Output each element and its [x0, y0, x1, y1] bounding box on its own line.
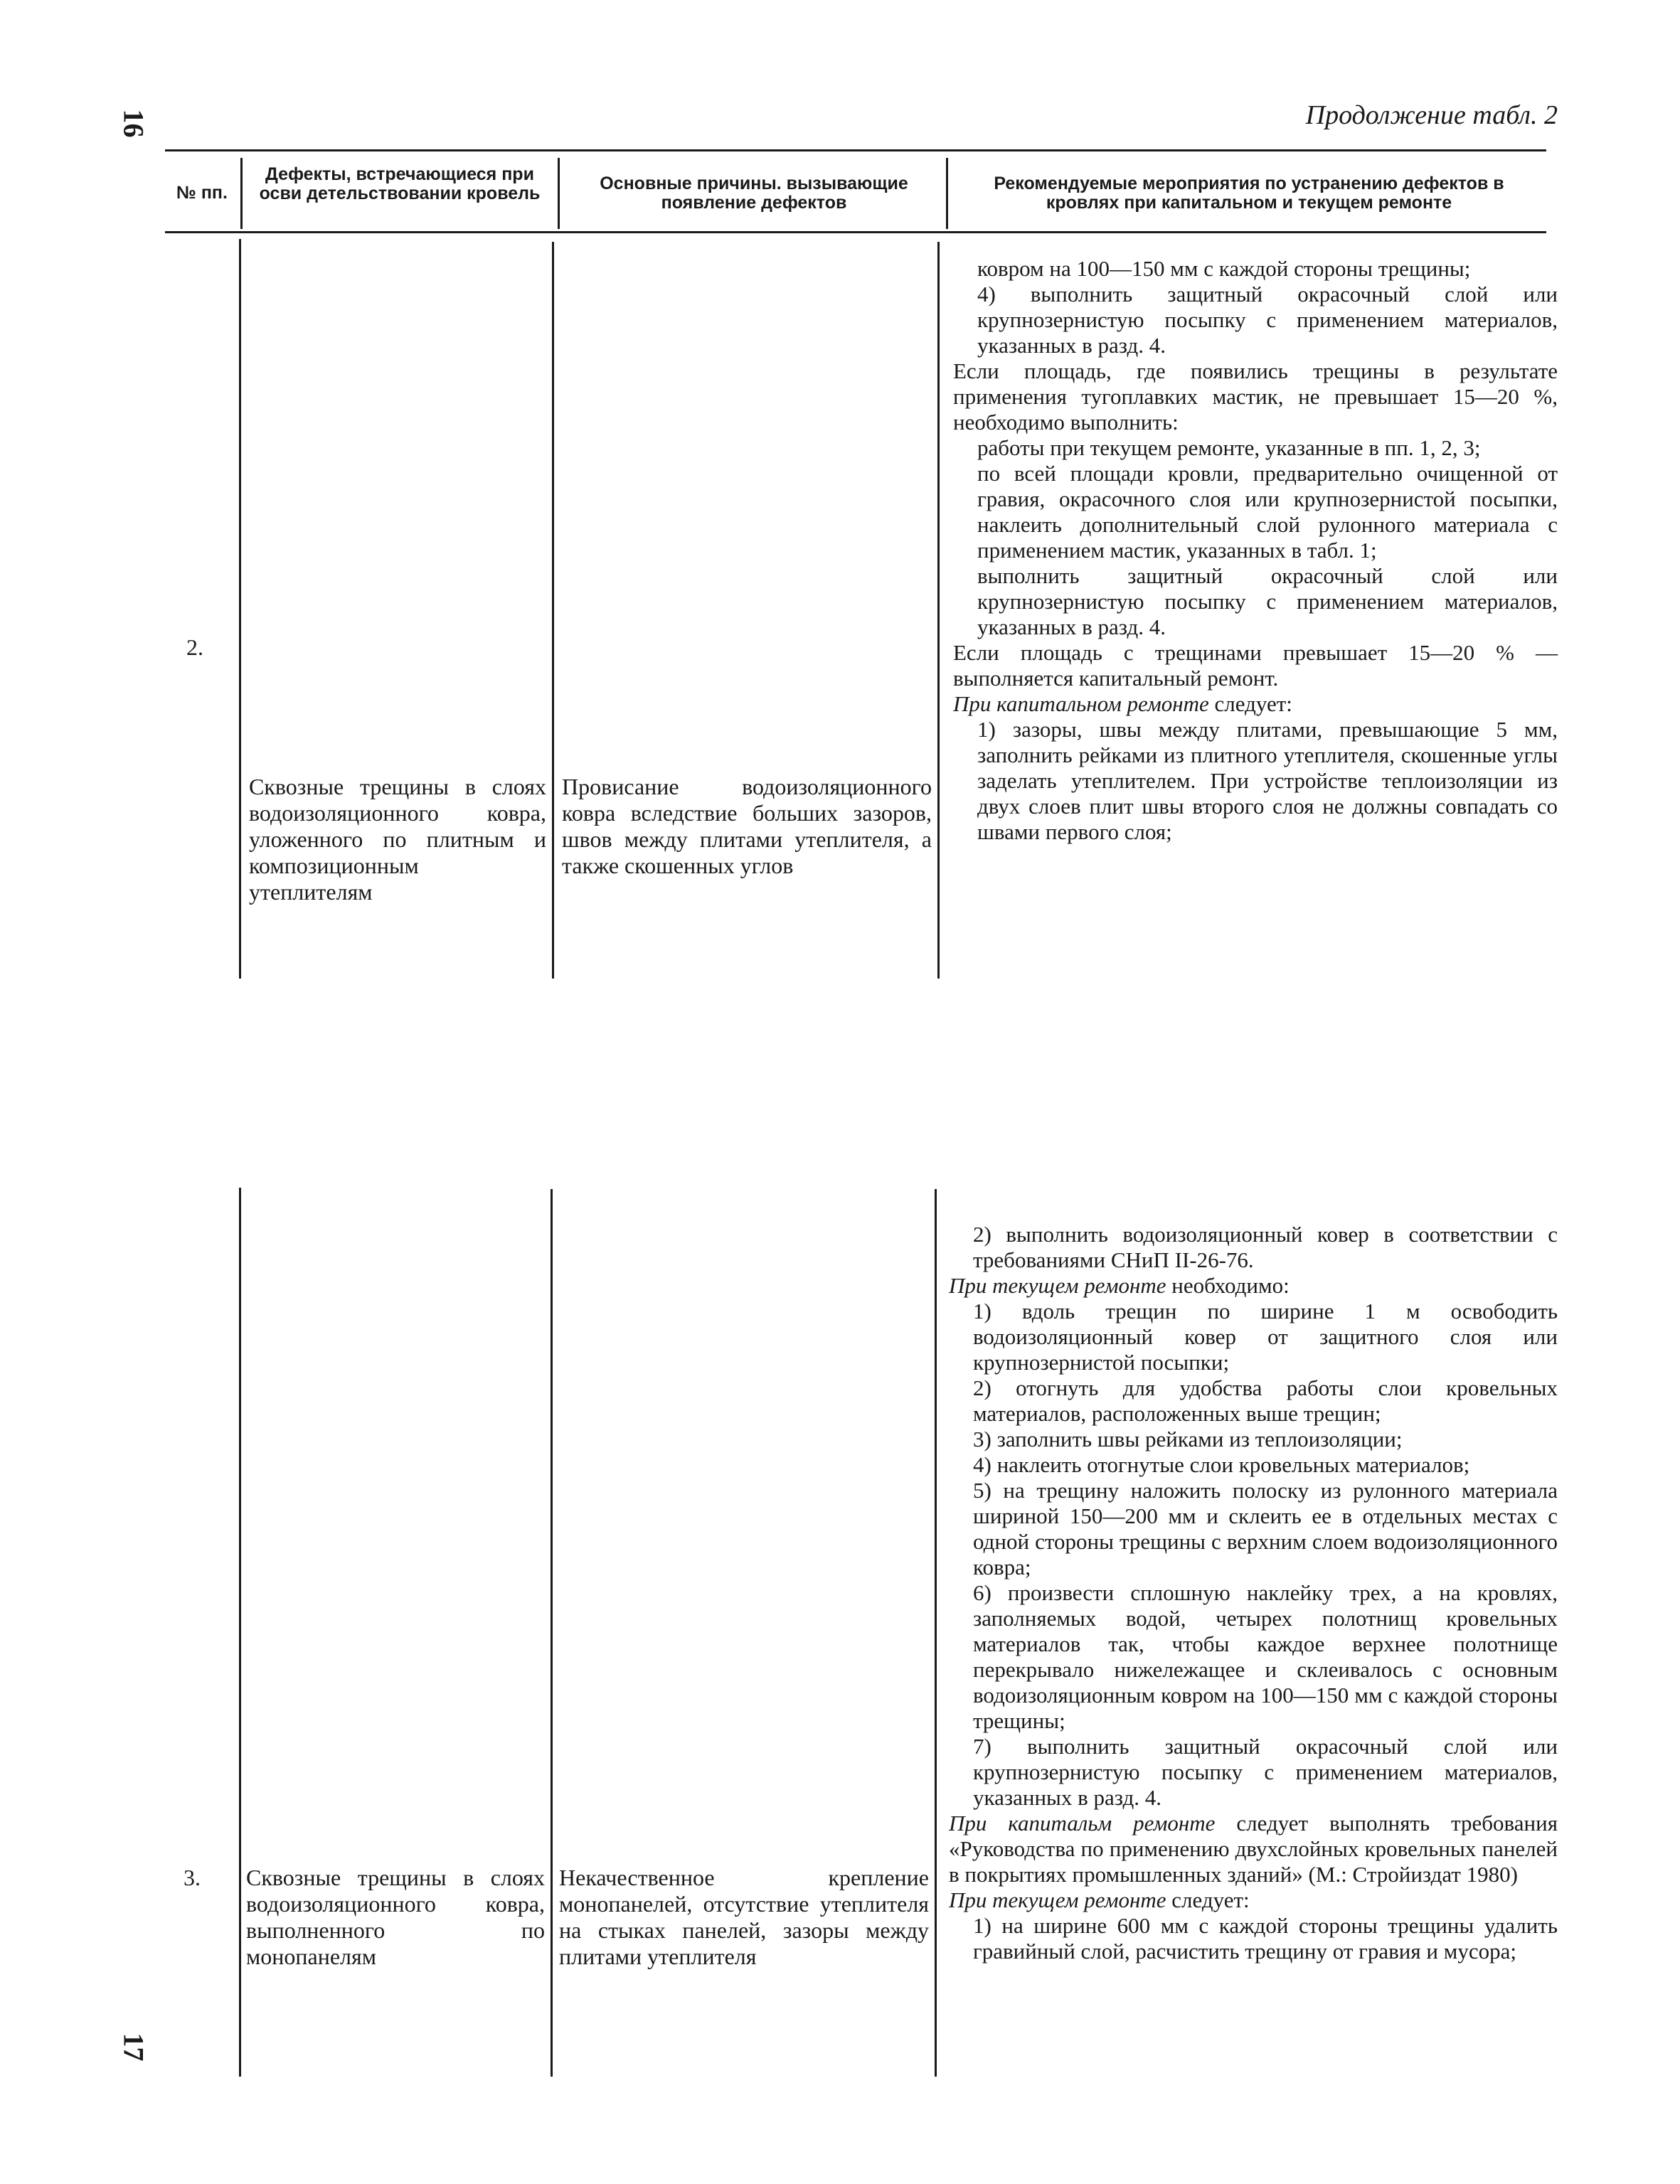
measure-paragraph	[949, 1913, 1558, 1964]
header-num: № пп.	[176, 183, 228, 203]
row3-measures	[949, 1222, 1558, 1964]
measure-text: необходимо:	[1166, 1273, 1290, 1298]
header-causes: Основные причины. вызывающие появление дефектов	[600, 174, 908, 213]
measure-text: 4) выполнить защитный окрасочный слой или крупнозернистую посыпку с применением материалов, указанных в разд. 4.	[977, 282, 1558, 358]
row2-divider-1	[239, 239, 241, 979]
measure-emphasis: При текущем ремонте	[949, 1887, 1166, 1912]
row2-divider-2	[552, 242, 554, 979]
measure-emphasis: При капитальном ремонте	[953, 691, 1209, 716]
measure-paragraph	[949, 1375, 1558, 1427]
measure-text: работы при текущем ремонте, указанные в пп. 1, 2, 3;	[977, 435, 1481, 460]
measure-paragraph	[953, 256, 1558, 282]
measure-text: 2) выполнить водоизоляционный ковер в соответствии с требованиями СНиП II-26-76.	[973, 1222, 1558, 1272]
header-measures: Рекомендуемые мероприятия по устранению дефектов в кровлях при капитальном и текущем ремонте	[994, 174, 1504, 213]
measure-text: 5) на трещину наложить полоску из рулонного материала шириной 150—200 мм и склеить ее в отдельных местах с одной стороны трещины с верхним слоем водоизоляционного ковра;	[973, 1478, 1558, 1580]
row3-cause: Некачественное крепление монопанелей, отсутствие утеплителя на стыках панелей, зазоры между плитами утеплителя	[559, 1865, 929, 1969]
row3-divider-3	[935, 1189, 937, 2077]
measure-text: 2) отогнуть для удобства работы слои кровельных материалов, расположенных выше трещин;	[973, 1375, 1558, 1426]
row2-cause: Провисание водоизоляционного ковра вследствие больших зазоров, швов между плитами утеплителя, а также скошенных углов	[562, 774, 932, 878]
measure-paragraph	[953, 691, 1558, 717]
row3-number: 3.	[184, 1865, 201, 1890]
measure-text: Если площадь, где появились трещины в результате применения тугоплавких мастик, не превышает 15—20 %, необходимо выполнить:	[953, 358, 1558, 435]
measure-paragraph	[953, 640, 1558, 691]
header-divider-2	[558, 158, 560, 229]
continuation-title: Продолжение табл. 2	[1305, 100, 1558, 130]
measure-text: 1) зазоры, швы между плитами, превышающие 5 мм, заполнить рейками из плитного утеплителя, скошенные углы заделать утеплителем. При устройстве теплоизоляции из двух слоев плит швы второго слоя не должны совпадать со швами первого слоя;	[977, 717, 1558, 844]
measure-paragraph	[949, 1734, 1558, 1811]
row2-defect: Сквозные трещины в слоях водоизоляционного ковра, уложенного по плитным и композиционным утеплителям	[249, 774, 546, 905]
measure-emphasis: При текущем ремонте	[949, 1273, 1166, 1298]
measure-text: следует выполнять требования «Руководства по применению двухслойных кровельных панелей в покрытиях промышленных зданий» (М.: Стройиздат 1980)	[949, 1811, 1558, 1887]
measure-paragraph	[949, 1427, 1558, 1452]
measure-text: 3) заполнить швы рейками из теплоизоляции;	[973, 1427, 1403, 1451]
row3-divider-2	[551, 1189, 553, 2077]
measure-text: следует:	[1166, 1887, 1250, 1912]
measure-emphasis: При капитальм ремонте	[949, 1811, 1216, 1836]
measure-text: по всей площади кровли, предварительно очищенной от гравия, окрасочного слоя или крупнозернистой посыпки, наклеить дополнительный слой рулонного материала с применением мастик, указанных в табл. 1;	[977, 461, 1558, 563]
measure-text: следует:	[1208, 691, 1292, 716]
measure-paragraph	[949, 1478, 1558, 1580]
measure-paragraph	[953, 717, 1558, 845]
row2-measures	[953, 256, 1558, 845]
measure-paragraph	[953, 461, 1558, 563]
measure-paragraph	[949, 1580, 1558, 1734]
measure-paragraph	[953, 358, 1558, 435]
measure-text: 7) выполнить защитный окрасочный слой или крупнозернистую посыпку с применением материалов, указанных в разд. 4.	[973, 1734, 1558, 1810]
header-bottom-rule	[165, 231, 1546, 233]
measure-text: 6) произвести сплошную наклейку трех, а на кровлях, заполняемых водой, четырех полотнищ кровельных материалов так, чтобы каждое верхнее полотнище перекрывало нижележащее и склеивалось с основным водоизоляционным ковром на 100—150 мм с каждой стороны трещины;	[973, 1580, 1558, 1733]
measure-paragraph	[953, 435, 1558, 461]
row3-defect: Сквозные трещины в слоях водоизоляционного ковра, выполненного по монопанелям	[246, 1865, 545, 1969]
measure-text: 1) вдоль трещин по ширине 1 м освободить водоизоляционный ковер от защитного слоя или крупнозернистой посыпки;	[973, 1299, 1558, 1375]
row3-divider-1	[239, 1188, 241, 2077]
measure-paragraph	[949, 1273, 1558, 1299]
measure-paragraph	[953, 282, 1558, 358]
measure-text: выполнить защитный окрасочный слой или крупнозернистую посыпку с применением материалов, указанных в разд. 4.	[977, 563, 1558, 639]
measure-text: 4) наклеить отогнутые слои кровельных материалов;	[973, 1452, 1470, 1477]
row2-number: 2.	[186, 634, 203, 660]
header-divider-1	[240, 158, 243, 229]
measure-paragraph	[949, 1811, 1558, 1887]
measure-text: ковром на 100—150 мм с каждой стороны трещины;	[977, 256, 1471, 281]
measure-text: 1) на ширине 600 мм с каждой стороны трещины удалить гравийный слой, расчистить трещину от гравия и мусора;	[973, 1913, 1558, 1964]
measure-paragraph	[949, 1222, 1558, 1273]
measure-paragraph	[949, 1887, 1558, 1913]
row2-divider-3	[937, 242, 940, 979]
page-number-bottom: 17	[117, 2033, 150, 2062]
header-defects: Дефекты, встречающиеся при осви детельствовании кровель	[259, 164, 541, 203]
measure-text: Если площадь с трещинами превышает 15—20 % — выполняется капитальный ремонт.	[953, 640, 1558, 691]
measure-paragraph	[949, 1452, 1558, 1478]
measure-paragraph	[949, 1299, 1558, 1375]
header-top-rule	[165, 149, 1546, 151]
measure-paragraph	[953, 563, 1558, 640]
header-divider-3	[946, 158, 948, 229]
page-number-top: 16	[117, 109, 150, 138]
